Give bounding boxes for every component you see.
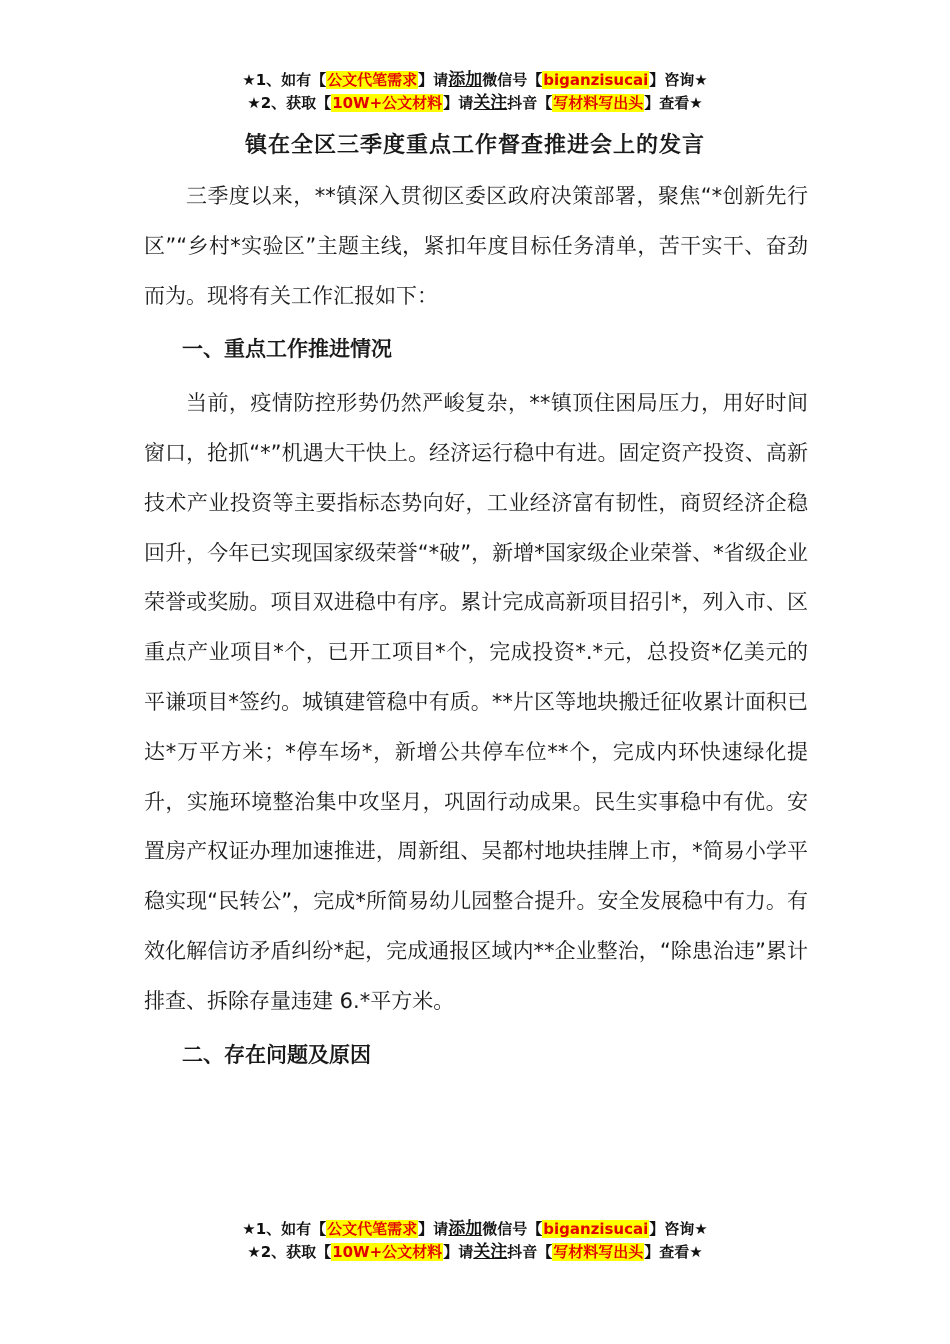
document-title: 镇在全区三季度重点工作督查推进会上的发言 xyxy=(244,133,705,158)
footer-banner xyxy=(0,1218,950,1264)
banner-line-1: ★1、如有【公文代笔需求】请添加微信号【biganzisucai】咨询★ xyxy=(242,70,708,90)
footer-highlight-douyin: 写材料写出头 xyxy=(553,1243,644,1261)
intro-paragraph: 三季度以来，**镇深入贯彻区委区政府决策部署，聚焦“*创新先行区”“乡村*实验区”主题主线，紧扣年度目标任务清单，苦干实干、奋劲而为。现将有关工作汇报如下： xyxy=(144,184,808,308)
section-1-paragraph: 当前，疫情防控形势仍然严峻复杂，**镇顶住困局压力，用好时间窗口，抢抓“*”机遇大干快上。经济运行稳中有进。固定资产投资、高新技术产业投资等主要指标态势向好，工业经济富有韧性，商贸经济企稳回升，今年已实现国家级荣誉“*破”，新增*国家级企业荣誉、*省级企业荣誉或奖励。项目双进稳中有序。累计完成高新项目招引*，列入市、区重点产业项目*个，已开工项目*个，完成投资*.*元，总投资*亿美元的平谦项目*签约。城镇建管稳中有质。**片区等地块搬迁征收累计面积已达*万平方米；*停车场*，新增公共停车位**个，完成内环快速绿化提升，实施环境整治集中攻坚月，巩固行动成果。民生实事稳中有优。安置房产权证办理加速推进，周新组、吴都村地块挂牌上市，*简易小学平稳实现“民转公”，完成*所简易幼儿园整合提升。安全发展稳中有力。有效化解信访矛盾纠纷*起，完成通报区域内**企业整治，“除患治违”累计排查、拆除存量违建 6.*平方米。 xyxy=(144,391,808,1013)
banner-line-2: ★2、获取【10W+公文材料】请关注抖音【写材料写出头】查看★ xyxy=(247,93,703,113)
banner-highlight-materials: 10W+公文材料 xyxy=(332,94,443,112)
footer-highlight-wechat: biganzisucai xyxy=(543,1220,649,1238)
section-heading-1: 一、重点工作推进情况 xyxy=(182,337,392,362)
footer-highlight-materials: 10W+公文材料 xyxy=(332,1243,443,1261)
banner-highlight-service: 公文代笔需求 xyxy=(327,71,418,89)
document-body xyxy=(144,172,808,1080)
footer-banner-line-1: ★1、如有【公文代笔需求】请添加微信号【biganzisucai】咨询★ xyxy=(242,1219,708,1239)
banner-highlight-douyin: 写材料写出头 xyxy=(553,94,644,112)
header-banner xyxy=(0,69,950,115)
footer-banner-line-2: ★2、获取【10W+公文材料】请关注抖音【写材料写出头】查看★ xyxy=(247,1242,703,1262)
section-heading-2: 二、存在问题及原因 xyxy=(182,1042,371,1067)
footer-highlight-service: 公文代笔需求 xyxy=(327,1220,418,1238)
banner-highlight-wechat: biganzisucai xyxy=(543,71,649,89)
